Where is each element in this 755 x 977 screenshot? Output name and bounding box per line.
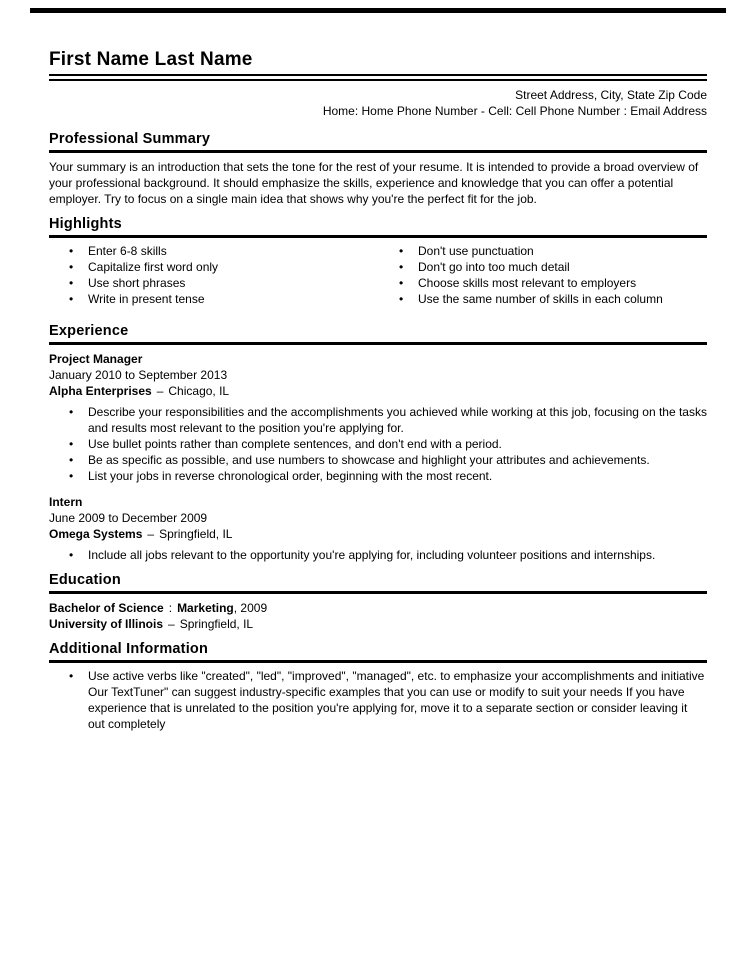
degree-separator: : <box>168 601 173 615</box>
job-company-line <box>49 383 707 399</box>
education-section <box>49 572 707 632</box>
job-dates: June 2009 to December 2009 <box>49 511 208 525</box>
street-address-line: Street Address, City, State Zip Code <box>515 88 707 102</box>
job-bullet: • Describe your responsibilities and the accomplishments you achieved while working at this job, focusing on the tasks and results most relevant to the position you're applying for. <box>49 404 707 436</box>
degree-year: , 2009 <box>233 601 268 615</box>
company-location-separator: – <box>156 384 164 398</box>
highlight-item: • Enter 6-8 skills <box>49 243 398 259</box>
job-entry <box>49 494 707 563</box>
job-bullet-list <box>49 547 707 563</box>
job-dates: January 2010 to September 2013 <box>49 368 228 382</box>
education-entry <box>49 600 707 632</box>
degree-name: Bachelor of Science <box>49 601 164 615</box>
additional-information-heading: Additional Information <box>49 641 707 663</box>
job-title: Project Manager <box>49 352 143 366</box>
contact-block <box>49 88 707 119</box>
job-entry <box>49 351 707 484</box>
highlight-item: • Use short phrases <box>49 275 398 291</box>
degree-line <box>49 600 707 616</box>
additional-information-section <box>49 641 707 732</box>
highlight-item: • Write in present tense <box>49 291 398 307</box>
additional-information-bullet: • Use active verbs like "created", "led", "improved", "managed", etc. to emphasize your accomplishments and initiative Our TextTuner" can suggest industry-specific examples that you can use or modify to suit your needs If you have experience that is unrelated to the position you're applying for, move it to a separate section or consider leaving it out completely <box>49 668 707 732</box>
professional-summary-section <box>49 131 707 207</box>
experience-section <box>49 323 707 563</box>
job-bullet: • Be as specific as possible, and use numbers to showcase and highlight your attributes and achievements. <box>49 452 707 468</box>
phone-email-line: Home: Home Phone Number - Cell: Cell Phone Number : Email Address <box>322 103 707 118</box>
highlights-list-left <box>49 243 398 307</box>
highlights-section <box>49 216 707 307</box>
resume-content <box>49 0 707 732</box>
experience-heading: Experience <box>49 323 707 345</box>
school-location-separator: – <box>168 617 175 631</box>
highlights-column-left <box>49 243 398 307</box>
school-location: Springfield, IL <box>179 617 254 631</box>
job-location: Chicago, IL <box>168 384 230 398</box>
professional-summary-heading: Professional Summary <box>49 131 707 153</box>
company-name: Omega Systems <box>49 527 143 541</box>
highlights-columns <box>49 243 707 307</box>
job-company-line <box>49 526 707 542</box>
highlights-column-right <box>398 243 707 307</box>
school-line <box>49 616 707 632</box>
highlight-item: • Don't go into too much detail <box>398 259 707 275</box>
highlight-item: • Capitalize first word only <box>49 259 398 275</box>
company-name: Alpha Enterprises <box>49 384 152 398</box>
job-bullet-list <box>49 404 707 484</box>
degree-major: Marketing <box>177 601 234 615</box>
job-bullet: • Use bullet points rather than complete sentences, and don't end with a period. <box>49 436 707 452</box>
job-bullet: • List your jobs in reverse chronological order, beginning with the most recent. <box>49 468 707 484</box>
education-heading: Education <box>49 572 707 594</box>
highlight-item: • Don't use punctuation <box>398 243 707 259</box>
highlights-heading: Highlights <box>49 216 707 238</box>
company-location-separator: – <box>147 527 155 541</box>
candidate-name: First Name Last Name <box>49 49 253 70</box>
additional-information-list <box>49 668 707 732</box>
professional-summary-text: Your summary is an introduction that sets the tone for the rest of your resume. It is intended to provide a broad overview of your professional background. It should emphasize the skills, experience and knowledge that you can offer a potential employer. Try to focus on a single main idea that shows why you're the perfect fit for the job. <box>49 160 699 206</box>
school-name: University of Illinois <box>49 617 164 631</box>
highlight-item: • Choose skills most relevant to employers <box>398 275 707 291</box>
job-location: Springfield, IL <box>159 527 233 541</box>
job-bullet: • Include all jobs relevant to the opportunity you're applying for, including volunteer positions and internships. <box>49 547 707 563</box>
highlights-list-right <box>398 243 707 307</box>
name-divider-rule <box>49 74 707 81</box>
job-title: Intern <box>49 495 83 509</box>
highlight-item: • Use the same number of skills in each column <box>398 291 707 307</box>
